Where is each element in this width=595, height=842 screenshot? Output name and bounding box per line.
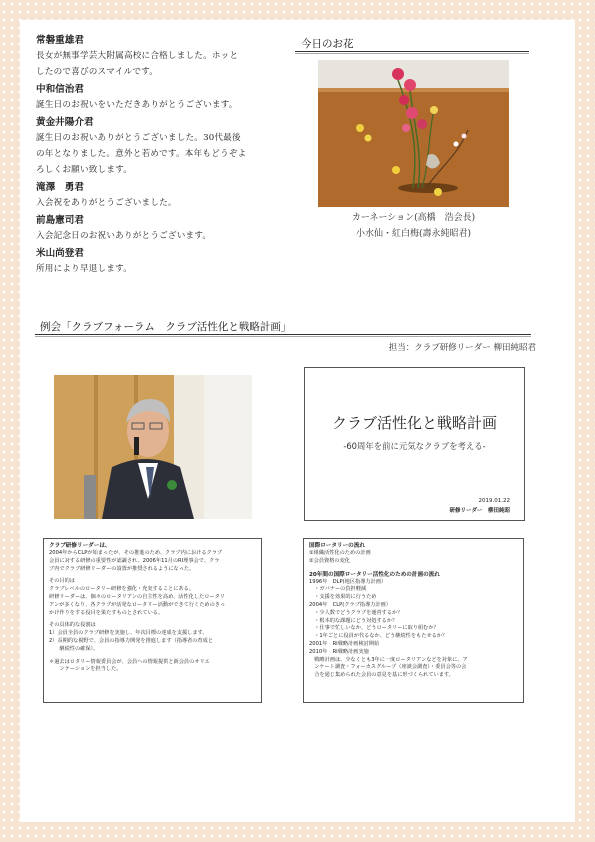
member-message: 入会記念日のお祝いありがとうございます。	[36, 231, 212, 241]
box-line: 2001年 RI戦略計画検討開始	[309, 640, 380, 647]
rotary-flow-box	[303, 538, 524, 703]
box-line: ブ内でクラブ研修リーダーの設置が推奨されるようになった。	[49, 565, 195, 572]
box-line: 合を通じ集められた会員の意見を基に形づくられています。	[309, 672, 454, 679]
meeting-charge: 担当：クラブ研修リーダー 柳田純昭君	[388, 343, 536, 353]
box-line: その目的は	[49, 578, 75, 585]
box-line: かけ作りをする役目を果たすものとされている。	[49, 609, 164, 616]
flower-caption-line: カーネーション(高橋 浩会長)	[351, 213, 476, 223]
box-line: ・少人数でどうクラブを運営するか？	[309, 609, 403, 616]
member-name: 滝澤 勇君	[36, 182, 84, 193]
flower-section-title: 今日のお花	[301, 38, 354, 50]
member-messages	[36, 33, 294, 279]
meeting-section-title: 例会「クラブフォーラム クラブ活性化と戦略計画」	[40, 321, 292, 333]
box-line: 2004年からCLPが始まったが、その推進のため、クラブ内におけるクラブ	[49, 550, 223, 556]
box-heading: 20年間の国際ロータリー活性化のための計画の流れ	[309, 571, 440, 578]
box-line: ・ガバナーの負担軽減	[309, 586, 367, 593]
box-line: 1）会員全員のクラブ研修を実施し、年次目標の達成を支援します。	[49, 630, 208, 637]
member-message: 長女が無事学芸大附属高校に合格しました。ホッと したので喜びのスマイルです。	[36, 51, 239, 77]
box-line: ＊過去はロタリー情報委員会が、会員への情報提供と新会員のオリエ	[49, 658, 210, 665]
slide-title: クラブ活性化と戦略計画	[331, 414, 497, 432]
slide-author: 研修リーダー 柳田純昭	[449, 508, 510, 514]
flower-caption	[318, 210, 509, 242]
box-heading: 国際ロータリーの流れ	[309, 543, 365, 549]
box-line: 1996年 DLP(地区指導力計画）	[309, 578, 387, 585]
box-line: 研修リーダーは、個々のロータリアンの自主性を高め、活性化したロータリ	[49, 593, 225, 600]
box-line: ・根本的な課題にどう対処するか？	[309, 617, 398, 624]
member-name: 前島憲司君	[36, 215, 84, 226]
member-message: 誕生日のお祝いありがとうございました。30代最後 の年となりました。意外と若めです。本年もどうぞよ ろしくお願い致します。	[36, 133, 247, 175]
member-message: 誕生日のお祝いをいただきありがとうございます。	[36, 100, 238, 110]
flower-caption-line: 小水仙・紅白梅(壽永純昭君)	[355, 229, 472, 239]
box-line: ンケート調査・フォーカスグループ（座談会調査）・委員会等の会	[309, 664, 467, 671]
slide-subtitle: -60周年を前に元気なクラブを考える-	[343, 441, 486, 451]
flower-photo	[318, 60, 509, 207]
meeting-title-rule	[35, 334, 531, 337]
box-line: クラブレベルのロータリー研修を強化・充実することにある。	[49, 586, 195, 593]
box-line: ・支援を効果的に行うため	[309, 594, 377, 601]
box-line: 2010年 RI戦略計画実施	[309, 648, 369, 655]
box-line: ②会員資格の変化	[309, 557, 350, 564]
box-line: 2）長期的な視野で、会員の指導力開発を推進します（指導者の育成と	[49, 637, 214, 644]
box-heading: クラブ研修リーダーは、	[49, 543, 111, 549]
box-line: 会員に対する研修の重要性が認識され、2006年11月のRI理事会で、クラ	[49, 557, 220, 564]
member-name: 中和信治君	[36, 84, 84, 95]
member-message: 入会祝をありがとうございました。	[36, 198, 177, 208]
box-line: 戦略計画は、少なくとも3年に一度ロータリアンなどを対象に、ア	[309, 656, 468, 663]
slide-date: 2019.01.22	[478, 498, 510, 504]
flower-title-rule	[295, 51, 529, 54]
member-name: 黄金井陽介君	[36, 117, 94, 128]
box-line: ①組織活性化のための計画	[309, 550, 371, 556]
box-line: その具体的な役割は	[49, 622, 96, 629]
box-line: アンが多くなり、各クラブが活発なロータリー活動ができて行くためのきっ	[49, 601, 226, 608]
member-name: 常磐重雄君	[36, 35, 84, 46]
box-line: 2004年 CLP(クラブ指導力計画）	[309, 601, 391, 608]
box-line: 継続性の確保）。	[49, 645, 99, 652]
presentation-slide	[304, 367, 525, 521]
box-line: ・仕事で忙しいなか、どうロータリーに取り組むか？	[309, 625, 439, 632]
box-line: ・1年ごとに役員が代るなか、どう継続性をもたせるか？	[309, 633, 448, 640]
member-name: 米山尚登君	[36, 248, 84, 259]
speaker-photo	[54, 375, 252, 519]
club-training-leader-box	[43, 538, 262, 703]
member-message: 所用により早退します。	[36, 264, 133, 274]
box-line: ンテーションを担当した。	[49, 666, 122, 673]
